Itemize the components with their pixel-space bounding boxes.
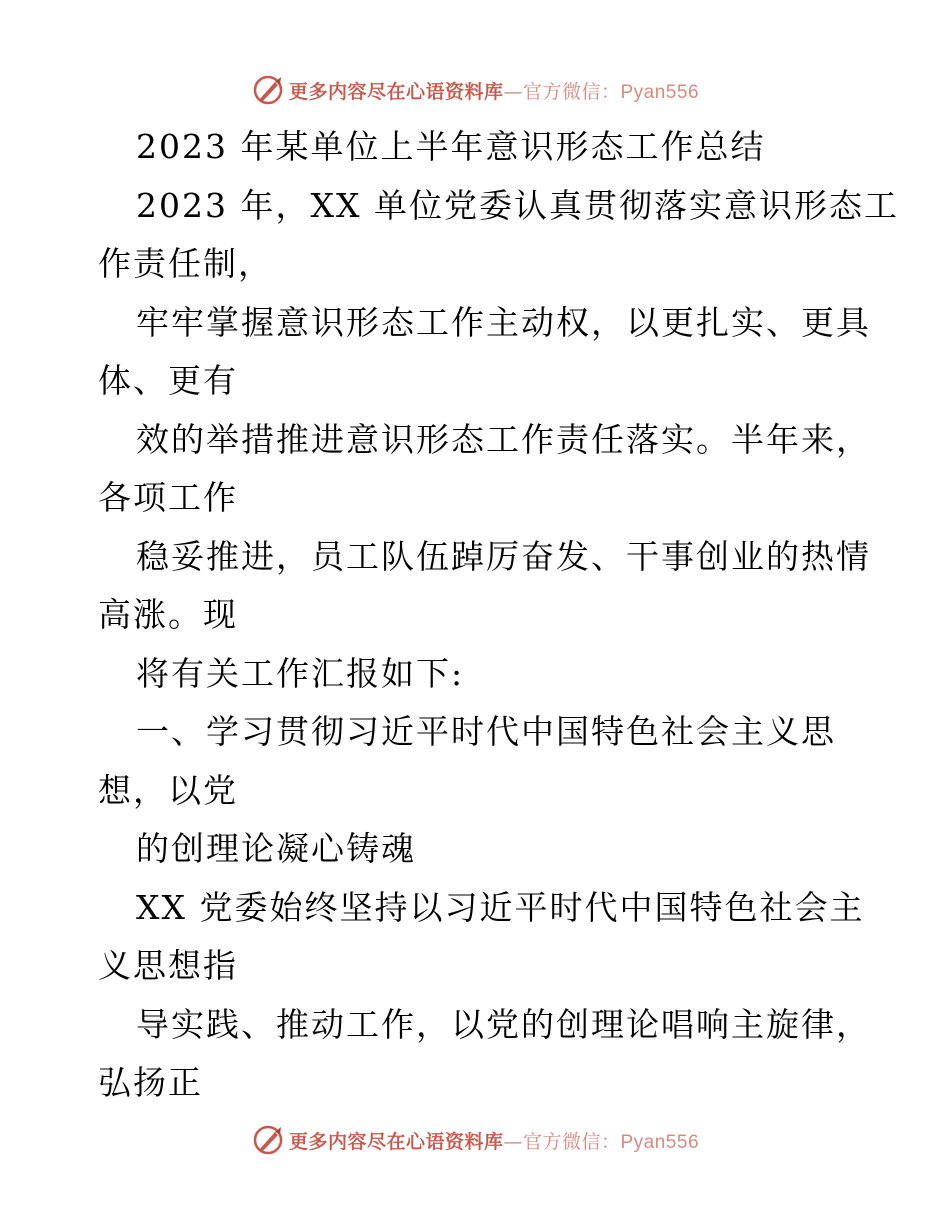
paragraph-line: 各项工作 [98,478,238,517]
paragraph-line: 弘扬正 [98,1063,203,1102]
quill-logo-icon [251,1123,285,1157]
document-title: 2023 年某单位上半年意识形态工作总结 [136,127,766,166]
paragraph-line: 效的举措推进意识形态工作责任落实。半年来， [136,420,871,459]
paragraph-line: 导实践、推动工作，以党的创理论唱响主旋律， [136,1005,871,1044]
footer-watermark [0,1120,950,1160]
paragraph-line: 牢牢掌握意识形态工作主动权，以更扎实、更具 [136,303,871,342]
watermark-text: 更多内容尽在心语资料库—官方微信：Pyan556 [288,1130,700,1153]
paragraph-line: 稳妥推进，员工队伍踔厉奋发、干事创业的热情 [136,537,871,576]
paragraph-line: 作责任制， [98,244,273,283]
paragraph-line: 高涨。现 [98,595,238,634]
paragraph-line: XX 党委始终坚持以习近平时代中国特色社会主 [136,888,865,927]
section-heading-line: 的创理论凝心铸魂 [136,829,416,868]
watermark-text: 更多内容尽在心语资料库—官方微信：Pyan556 [288,80,700,103]
paragraph-line: 将有关工作汇报如下: [136,654,465,693]
quill-logo-icon [251,73,285,107]
header-watermark [0,70,950,110]
section-heading-line: 一、学习贯彻习近平时代中国特色社会主义思 [136,712,836,751]
paragraph-line: 2023 年，XX 单位党委认真贯彻落实意识形态工 [136,186,899,225]
paragraph-line: 义思想指 [98,946,238,985]
paragraph-line: 体、更有 [98,361,238,400]
section-heading-line: 想，以党 [98,771,238,810]
